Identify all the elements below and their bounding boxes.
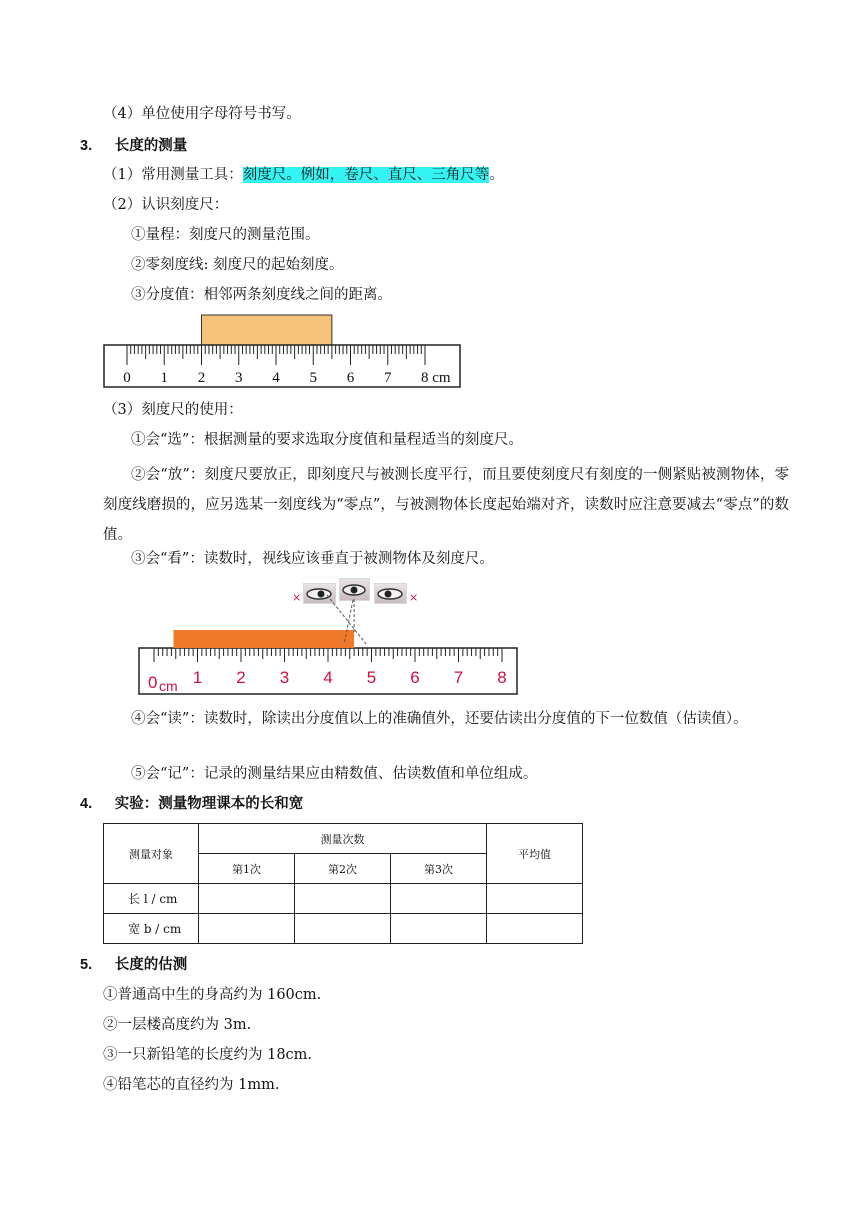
table-cell xyxy=(487,884,583,914)
ruler-tick-label: 8 xyxy=(497,668,507,687)
section-4-title: 实验：测量物理课本的长和宽 xyxy=(114,795,304,812)
estimate-item: ④铅笔芯的直径约为 1mm. xyxy=(103,1077,280,1093)
wrong-view-mark-right: × xyxy=(409,591,419,604)
ruler-tick-label: 2 xyxy=(197,370,206,386)
choose-item: ①会“选”：根据测量的要求选取分度值和量程适当的刻度尺。 xyxy=(131,432,523,448)
trial-header-cell: 第1次 xyxy=(199,854,295,884)
ruler-tick-label: 1 xyxy=(160,370,168,386)
average-header-cell: 平均值 xyxy=(487,824,583,884)
measured-object xyxy=(174,630,355,648)
table-cell xyxy=(295,884,391,914)
ruler-tick-label: 3 xyxy=(235,370,243,386)
tools-item xyxy=(103,165,504,185)
table-cell xyxy=(199,914,295,944)
ruler-tick-label: 7 xyxy=(453,668,464,687)
usage-item: （3）刻度尺的使用： xyxy=(103,402,243,418)
experiment-table xyxy=(103,823,583,944)
ruler-diagram-1 xyxy=(100,312,466,392)
ruler-tick-label: 3 xyxy=(279,668,290,687)
division-item: ③分度值：相邻两条刻度线之间的距离。 xyxy=(131,287,392,303)
ruler-tick-label: 2 xyxy=(236,668,246,687)
table-cell xyxy=(199,884,295,914)
row-label-length: 长 l / cm xyxy=(104,884,199,914)
section-5-number: 5. xyxy=(80,957,93,973)
table-cell xyxy=(295,914,391,944)
section-3-heading xyxy=(80,136,187,156)
tools-prefix: （1）常用测量工具： xyxy=(103,167,243,183)
section-3-number: 3. xyxy=(80,138,93,154)
trial-header-cell: 第3次 xyxy=(391,854,487,884)
ruler-tick-label: 8 cm xyxy=(421,370,451,386)
table-cell xyxy=(391,884,487,914)
ruler-diagram-2 xyxy=(130,585,525,695)
ruler-tick-label: 1 xyxy=(192,668,203,687)
ruler-tick-label: 4 xyxy=(272,370,280,386)
times-header-cell: 测量次数 xyxy=(199,824,487,854)
estimate-item: ③一只新铅笔的长度约为 18cm. xyxy=(103,1047,313,1063)
unit-rule-item: （4）单位使用字母符号书写。 xyxy=(103,106,301,122)
trial-header-cell: 第2次 xyxy=(295,854,391,884)
object-header-cell: 测量对象 xyxy=(104,824,199,884)
zero-line-item: ②零刻度线: 刻度尺的起始刻度。 xyxy=(131,257,344,273)
ruler-tick-label: 7 xyxy=(384,370,392,386)
know-ruler-item: （2）认识刻度尺： xyxy=(103,197,229,213)
measured-object xyxy=(202,315,332,345)
place-item: ②会“放”：刻度尺要放正，即刻度尺与被测长度平行，而且要使刻度尺有刻度的一侧紧贴被测物体，零刻度线磨损的，应另选某一刻度线为“零点”，与被测物体长度起始端对齐，读数时应注意要减去“零点”的数值。 xyxy=(103,467,789,543)
read-item: ④会“读”：读数时，除读出分度值以上的准确值外，还要估读出分度值的下一位数值（估读值）。 xyxy=(131,711,748,727)
section-5-heading xyxy=(80,955,187,975)
ruler-tick-label: 6 xyxy=(346,370,355,386)
section-4-heading xyxy=(80,794,303,814)
ruler-tick-label: 4 xyxy=(323,668,333,687)
wrong-view-mark-left: × xyxy=(292,591,302,604)
record-item: ⑤会“记”：记录的测量结果应由精数值、估读数值和单位组成。 xyxy=(131,766,538,782)
look-item: ③会“看”：读数时，视线应该垂直于被测物体及刻度尺。 xyxy=(131,551,494,567)
table-row xyxy=(104,884,583,914)
tools-suffix: 。 xyxy=(489,167,504,183)
ruler-tick-label: 0 xyxy=(123,370,131,386)
ruler-zero-label: 0 xyxy=(148,673,158,692)
estimate-item: ②一层楼高度约为 3m. xyxy=(103,1017,252,1033)
tools-highlight: 刻度尺。例如，卷尺、直尺、三角尺等 xyxy=(242,167,490,183)
ruler-tick-label: 5 xyxy=(366,668,377,687)
ruler-tick-label: 6 xyxy=(410,668,420,687)
table-cell xyxy=(487,914,583,944)
row-label-width: 宽 b / cm xyxy=(104,914,199,944)
section-5-title: 长度的估测 xyxy=(114,956,188,973)
ruler-tick-label: 5 xyxy=(309,370,317,386)
table-cell xyxy=(391,914,487,944)
section-3-title: 长度的测量 xyxy=(114,137,188,154)
range-item: ①量程：刻度尺的测量范围。 xyxy=(131,227,320,243)
section-4-number: 4. xyxy=(80,796,93,812)
table-row xyxy=(104,914,583,944)
ruler-unit-label: cm xyxy=(159,678,178,694)
estimate-item: ①普通高中生的身高约为 160cm. xyxy=(103,987,322,1003)
